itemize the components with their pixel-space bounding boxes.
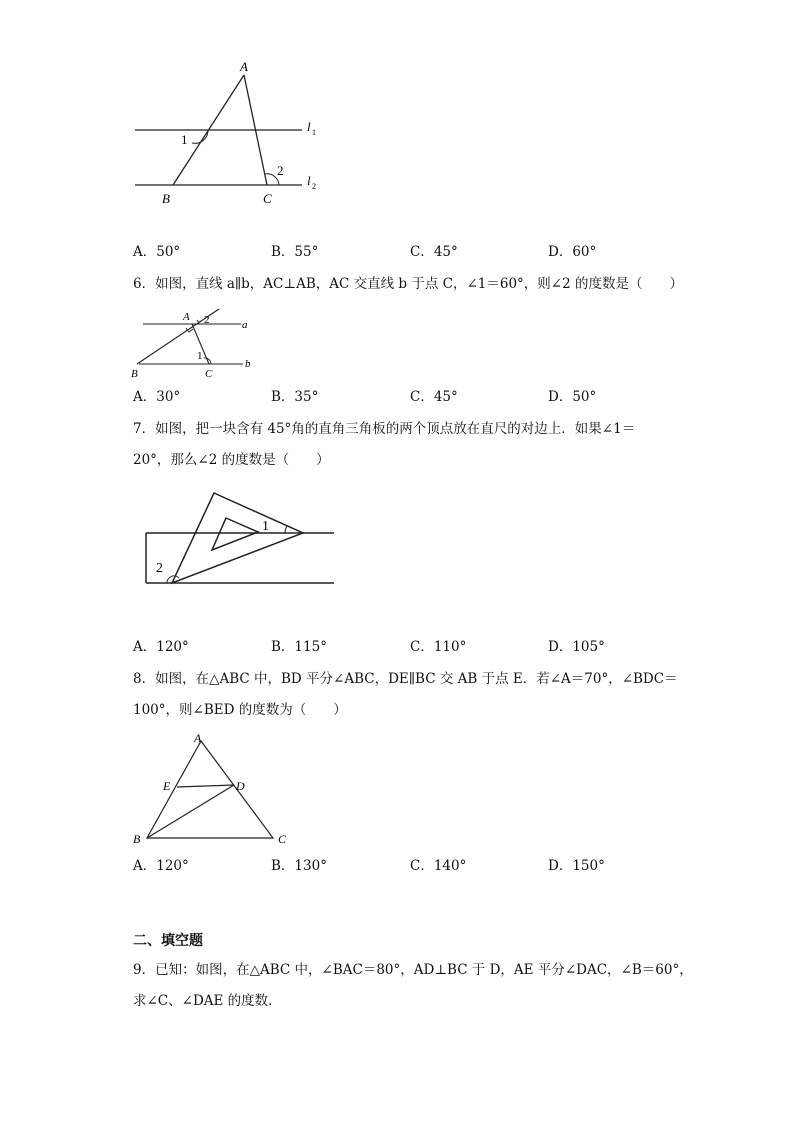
q8-stem-line2: 100°，则∠BED 的度数为（ ）: [133, 702, 347, 718]
label-b-point: B: [131, 368, 138, 380]
q7-option-a: A．120°: [133, 639, 189, 655]
label-angle1: 1: [181, 132, 188, 147]
label-angle2: 2: [277, 163, 284, 178]
label-d: D: [236, 779, 245, 793]
q5-option-d: D．60°: [548, 244, 597, 260]
q8-figure: [128, 728, 298, 850]
label-e: E: [163, 779, 171, 793]
q7-option-d: D．105°: [548, 639, 605, 655]
label-b: B: [133, 832, 141, 846]
q6-option-d: D．50°: [548, 389, 597, 405]
q9-stem-line1: 9．已知：如图，在△ABC 中，∠BAC＝80°，AD⊥BC 于 D，AE 平分∠DAC，∠B＝60°，: [133, 962, 693, 978]
label-c: C: [278, 832, 287, 846]
q6-option-c: C．45°: [410, 389, 458, 405]
q5-option-a: A．50°: [133, 244, 181, 260]
q9-stem-line2: 求∠C、∠DAE 的度数．: [133, 993, 282, 1009]
label-l1: l: [307, 119, 311, 134]
section-title-fill-in: 二、填空题: [133, 933, 203, 949]
triangle-plate-inner: [212, 518, 258, 550]
label-c-point: C: [205, 368, 213, 380]
q7-stem-line1: 7．如图，把一块含有 45°角的直角三角板的两个顶点放在直尺的对边上．如果∠1＝: [133, 421, 636, 437]
q7-option-c: C．110°: [410, 639, 467, 655]
q8-option-b: B．130°: [271, 858, 327, 874]
label-a-point: A: [183, 311, 190, 323]
triangle-plate-outer: [172, 493, 303, 583]
label-angle2: 2: [156, 561, 163, 576]
label-a: A: [194, 731, 202, 745]
q6-option-a: A．30°: [133, 389, 181, 405]
label-c: C: [263, 191, 272, 206]
label-b: B: [162, 191, 170, 206]
q8-option-c: C．140°: [410, 858, 467, 874]
angle1-arc: [192, 130, 208, 143]
label-angle1: 1: [262, 519, 269, 534]
q5-figure: [120, 55, 340, 215]
label-l1-sub: 1: [312, 128, 316, 137]
label-a: A: [240, 59, 248, 74]
q5-option-b: B．55°: [271, 244, 319, 260]
label-line-b: b: [245, 358, 251, 370]
label-angle2: 2: [204, 314, 210, 326]
q5-option-c: C．45°: [410, 244, 458, 260]
q8-option-d: D．150°: [548, 858, 605, 874]
q7-option-b: B．115°: [271, 639, 327, 655]
q8-stem-line1: 8．如图，在△ABC 中，BD 平分∠ABC，DE∥BC 交 AB 于点 E．若∠A＝70°，∠BDC＝: [133, 671, 678, 687]
q7-figure: [140, 488, 340, 588]
q6-option-b: B．35°: [271, 389, 319, 405]
segment-bd: [147, 785, 234, 838]
q8-option-a: A．120°: [133, 858, 189, 874]
label-l2: l: [307, 173, 311, 188]
angle1-arc: [285, 526, 287, 533]
label-angle1: 1: [197, 350, 203, 362]
label-line-a: a: [242, 319, 248, 331]
q7-stem-line2: 20°，那么∠2 的度数是（ ）: [133, 452, 330, 468]
label-l2-sub: 2: [312, 182, 316, 191]
q6-stem: 6．如图，直线 a∥b，AC⊥AB，AC 交直线 b 于点 C，∠1＝60°，则∠2 的度数是（ ）: [133, 276, 683, 292]
q6-figure: [125, 300, 275, 382]
segment-ed: [177, 785, 234, 787]
